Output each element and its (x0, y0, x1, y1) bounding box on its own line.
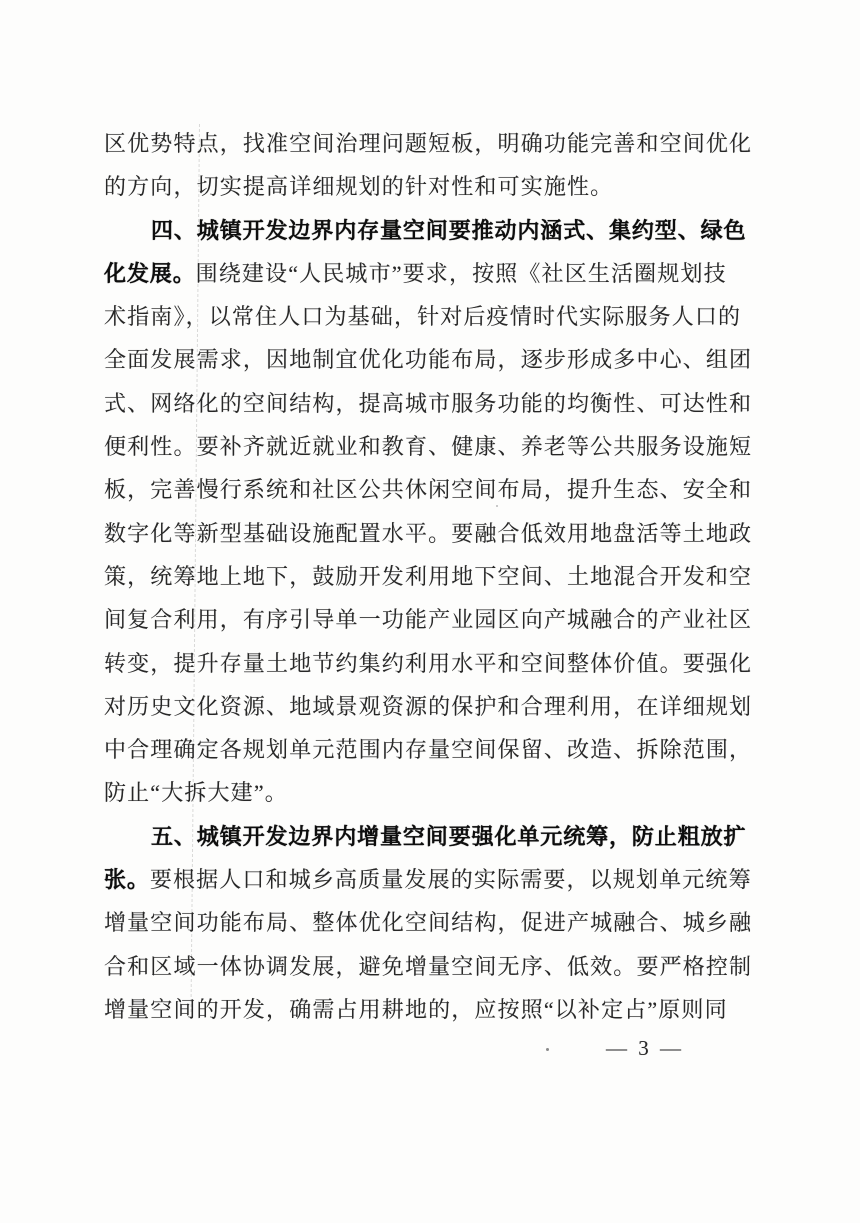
body-text: 间复合利用，有序引导单一功能产业园区向产城融合的产业社区 (104, 607, 753, 633)
scan-speck (546, 1048, 549, 1051)
heading-text: 化发展。 (104, 260, 196, 286)
text-line (104, 338, 766, 381)
body-text: 合和区域一体协调发展，避免增量空间无序、低效。要严格控制 (104, 953, 753, 979)
heading-text: 张。 (104, 867, 150, 893)
body-text: 式、网络化的空间结构，提高城市服务功能的均衡性、可达性和 (104, 390, 753, 416)
body-text: 策，统筹地上地下，鼓励开发利用地下空间、土地混合开发和空 (104, 563, 753, 589)
text-line (104, 771, 766, 814)
text-line (104, 858, 766, 901)
body-text: 增量空间的开发，确需占用耕地的，应按照“以补定占”原则同 (104, 996, 728, 1022)
body-text: 数字化等新型基础设施配置水平。要融合低效用地盘活等土地政 (104, 520, 753, 546)
text-line (104, 728, 766, 771)
body-text: 转变，提升存量土地节约集约利用水平和空间整体价值。要强化 (104, 650, 753, 676)
text-line (104, 122, 766, 165)
body-text: 增量空间功能布局、整体优化空间结构，促进产城融合、城乡融 (104, 910, 753, 936)
body-text: 中合理确定各规划单元范围内存量空间保留、改造、拆除范围， (104, 737, 753, 763)
text-line (104, 988, 766, 1031)
body-text: 要根据人口和城乡高质量发展的实际需要，以规划单元统筹 (149, 867, 752, 893)
body-text: 防止“大拆大建”。 (104, 780, 288, 806)
text-line (104, 512, 766, 555)
text-line (104, 468, 766, 511)
text-line (104, 382, 766, 425)
heading-text: 五、城镇开发边界内增量空间要强化单元统筹，防止粗放扩 (151, 823, 747, 849)
text-line (104, 555, 766, 598)
body-text: 板，完善慢行系统和社区公共休闲空间布局，提升生态、安全和 (104, 477, 753, 503)
text-line (104, 901, 766, 944)
body-text: 全面发展需求，因地制宜优化功能布局，逐步形成多中心、组团 (104, 347, 753, 373)
document-text (104, 122, 766, 1031)
body-text: 便利性。要补齐就近就业和教育、健康、养老等公共服务设施短 (104, 434, 753, 460)
text-line (104, 165, 766, 208)
text-line (104, 815, 766, 858)
text-line (104, 295, 766, 338)
heading-text: 四、城镇开发边界内存量空间要推动内涵式、集约型、绿色 (151, 217, 747, 243)
text-line (104, 642, 766, 685)
body-text: 术指南》，以常住人口为基础，针对后疫情时代实际服务人口的 (104, 304, 742, 330)
body-text: 区优势特点，找准空间治理问题短板，明确功能完善和空间优化 (104, 131, 753, 156)
page-number: — 3 — (606, 1036, 684, 1060)
text-line (104, 685, 766, 728)
text-line (104, 598, 766, 641)
body-text: 对历史文化资源、地域景观资源的保护和合理利用，在详细规划 (104, 693, 753, 719)
body-text: 围绕建设“人民城市”要求，按照《社区生活圈规划技 (195, 260, 727, 286)
text-line (104, 209, 766, 252)
text-line (104, 945, 766, 988)
text-line (104, 252, 766, 295)
text-line (104, 425, 766, 468)
body-text: 的方向，切实提高详细规划的针对性和可实施性。 (104, 174, 614, 200)
